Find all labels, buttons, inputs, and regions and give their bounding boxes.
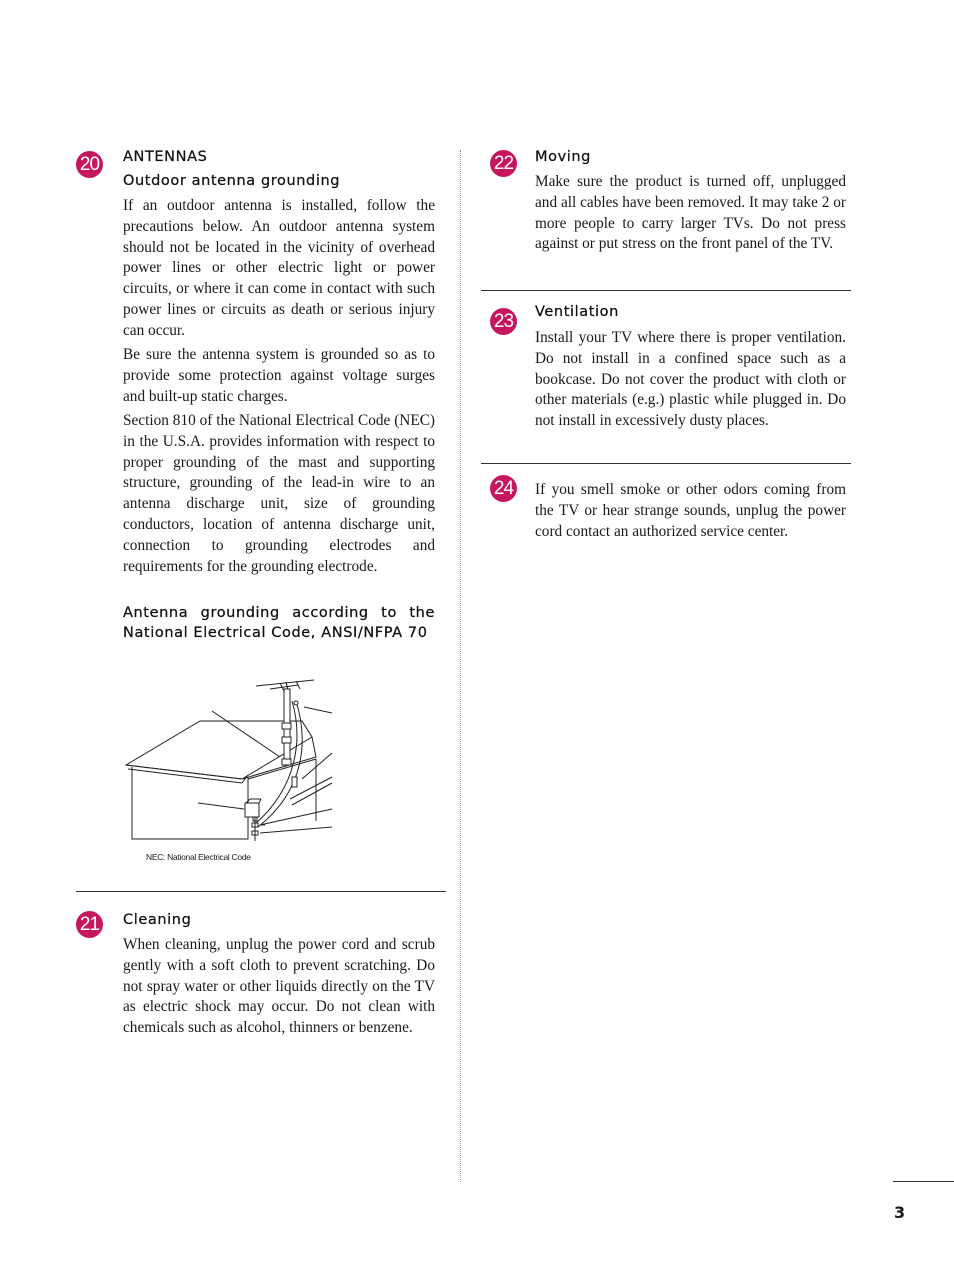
subtitle-outdoor-antenna-grounding: Outdoor antenna grounding	[123, 173, 341, 189]
antenna-paragraph-1: If an outdoor antenna is installed, follow the precautions below. An outdoor antenna system should not be located in the vicinity of overhead power lines or other electric light or power circuits, or where it can come in contact with such power lines or circuits as death or serious injury can occur.	[123, 197, 435, 339]
section-number-badge: 20	[76, 151, 103, 178]
diagram-caption: NEC: National Electrical Code	[146, 852, 251, 862]
antenna-grounding-diagram	[120, 675, 340, 850]
section-divider	[481, 290, 851, 291]
antenna-paragraph-3: Section 810 of the National Electrical Code (NEC) in the U.S.A. provides information with respect to proper grounding of the mast and supporting structure, grounding of the lead-in wire to an antenna discharge unit, size of grounding conductors, location of antenna discharge unit, connection to grounding electrodes and requirements for the grounding electrode.	[123, 412, 435, 575]
ventilation-paragraph: Install your TV where there is proper ventilation. Do not install in a confined space such as a bookcase. Do not cover the product with cloth or other materials (e.g.) plastic while plugged in. Do not install in excessively dusty places.	[535, 329, 846, 430]
section-divider	[76, 891, 446, 892]
page-number-rule	[893, 1181, 954, 1182]
smoke-warning-paragraph: If you smell smoke or other odors coming from the TV or hear strange sounds, unplug the power cord contact an authorized service center.	[535, 481, 846, 540]
section-title-antennas: ANTENNAS	[123, 149, 208, 165]
section-number-badge: 22	[490, 150, 517, 177]
moving-paragraph: Make sure the product is turned off, unplugged and all cables have been removed. It may take 2 or more people to carry larger TVs. Do not press against or put stress on the front panel of the TV.	[535, 173, 846, 253]
antenna-elements	[256, 680, 314, 686]
section-number-badge: 24	[490, 475, 517, 502]
section-number-badge: 23	[490, 308, 517, 335]
section-title-cleaning: Cleaning	[123, 912, 192, 928]
section-number-badge: 21	[76, 911, 103, 938]
page-number: 3	[894, 1203, 906, 1222]
column-divider	[460, 150, 461, 1182]
antenna-paragraph-2: Be sure the antenna system is grounded so as to provide some protection against voltage surges and built-up static charges.	[123, 346, 435, 405]
section-title-ventilation: Ventilation	[535, 304, 619, 320]
section-title-moving: Moving	[535, 149, 591, 165]
subtitle-nec-grounding: Antenna grounding according to the National Electrical Code, ANSI/NFPA 70	[123, 605, 435, 641]
section-divider	[481, 463, 851, 464]
antenna-discharge-unit	[292, 777, 297, 787]
cleaning-paragraph: When cleaning, unplug the power cord and scrub gently with a soft cloth to prevent scratching. Do not spray water or other liquids directly on the TV as electric shock may occur. Do not clean with chemicals such as alcohol, thinners or benzene.	[123, 936, 435, 1037]
